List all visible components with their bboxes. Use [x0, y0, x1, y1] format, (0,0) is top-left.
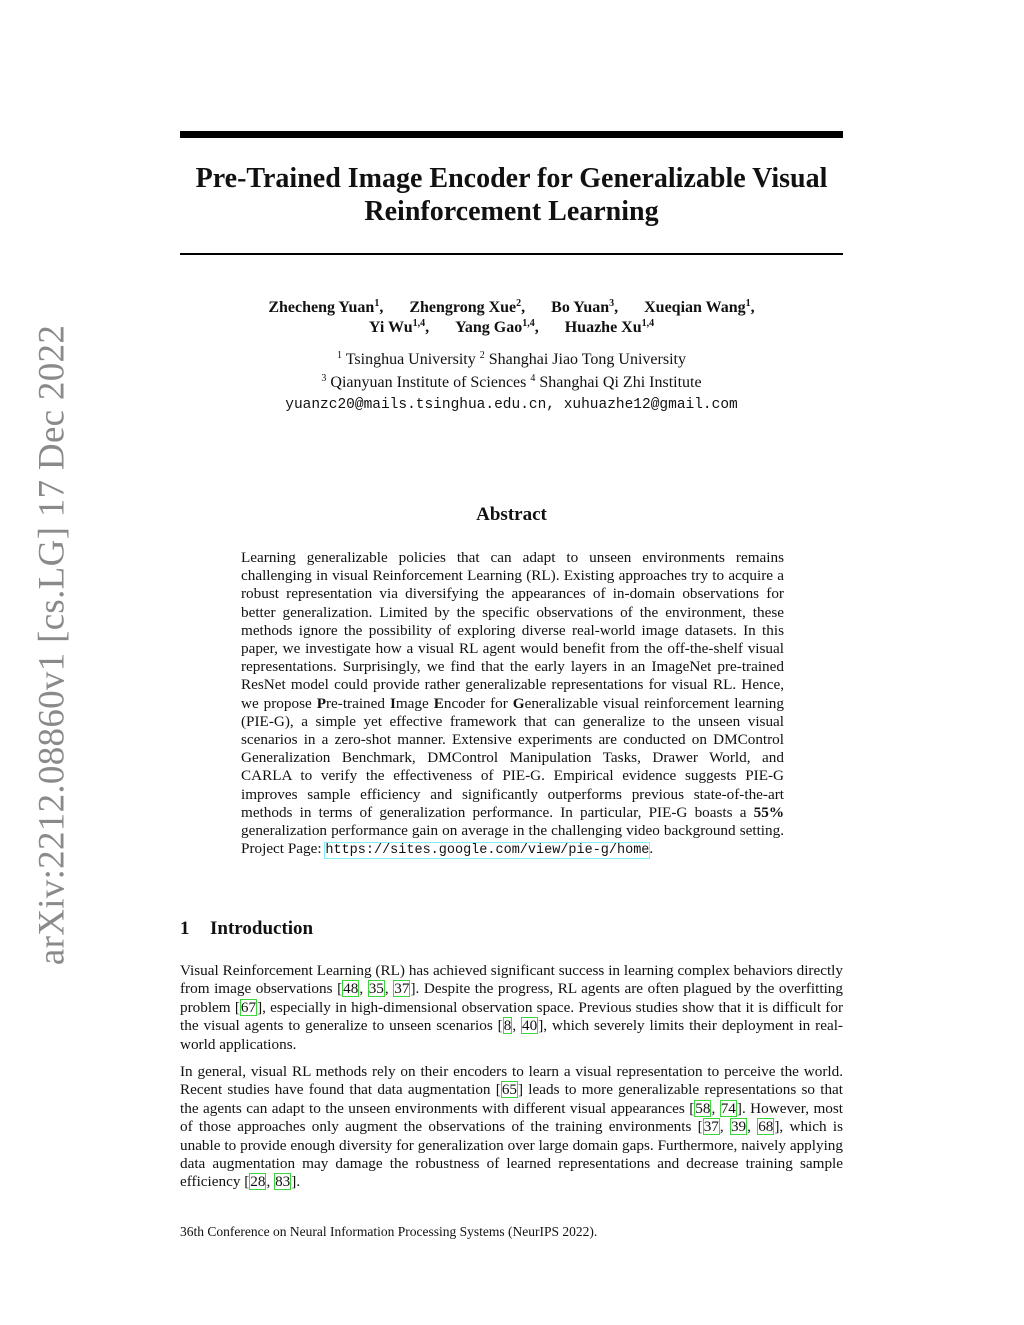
citation-link[interactable]: 37 — [703, 1118, 719, 1136]
title-line-1: Pre-Trained Image Encoder for Generalizable Visual — [195, 163, 828, 194]
citation-link[interactable]: 39 — [730, 1118, 747, 1136]
highlight-percentage: 55% — [753, 803, 784, 821]
author-list — [180, 298, 843, 338]
abstract-heading: Abstract — [476, 504, 547, 525]
citation-link[interactable]: 83 — [275, 1173, 291, 1191]
author-emails: yuanzc20@mails.tsinghua.edu.cn, xuhuazhe12@gmail.com — [285, 397, 738, 413]
citation-link[interactable]: 65 — [501, 1081, 517, 1099]
affiliation-list — [180, 348, 843, 417]
citation-link[interactable]: 28 — [250, 1173, 266, 1191]
section-heading-introduction: 1 Introduction — [180, 918, 314, 939]
citation-link[interactable]: 48 — [343, 980, 359, 998]
citation-link[interactable]: 58 — [695, 1099, 711, 1117]
conference-footnote: 36th Conference on Neural Information Processing Systems (NeurIPS 2022). — [180, 1224, 598, 1239]
author-name: Zhecheng Yuan$^1$, — [268, 298, 384, 316]
author-name: Xueqian Wang$^1$, — [644, 298, 755, 316]
intro-paragraph-1: Visual Reinforcement Learning (RL) has achieved significant success in learning complex behaviors directly from image observations [48, 35, 37]. Despite the progress, RL agents are often plagued by the overfitting problem [67], especially in high-dimensional observation space. Previous studies show that it is difficult for the visual agents to generalize to unseen scenarios [8, 40], which severely limits their deployment in real-world applications. — [180, 962, 843, 1053]
title-line-2: Reinforcement Learning — [364, 196, 659, 227]
citation-link[interactable]: 40 — [522, 1017, 538, 1035]
abstract-body: Learning generalizable policies that can adapt to unseen environments remains challenging in visual Reinforcement Learning (RL). Existing approaches try to acquire a robust representation via diversifying the appearances of in-domain observations for better generalization. Limited by the specific observations of the environment, these methods ignore the possibility of exploring diverse real-world image datasets. In this paper, we investigate how a visual RL agent would benefit from the off-the-shelf visual representations. Surprisingly, we find that the early layers in an ImageNet pre-trained ResNet model could provide rather generalizable representations for visual RL. Hence, we propose Pre-trained Image Encoder for Generalizable visual reinforcement learning (PIE-G), a simple yet effective framework that can generalize to the unseen visual scenarios in a zero-shot manner. Extensive experiments are conducted on DMControl Generalization Benchmark, DMControl Manipulation Tasks, Drawer World, and CARLA to verify the effectiveness of PIE-G. Empirical evidence suggests PIE-G improves sample efficiency and significantly outperforms previous state-of-the-art methods in terms of generalization performance. In particular, PIE-G boasts a 55% generalization performance gain on average in the challenging video background setting. Project Page: https://sites.google.com/view/pie-g/home. — [241, 549, 784, 859]
citation-link[interactable]: 35 — [368, 980, 384, 998]
citation-link[interactable]: 8 — [503, 1017, 512, 1035]
affiliation-line: $^3$ Qianyuan Institute of Sciences $^4$ Shanghai Qi Zhi Institute — [321, 373, 702, 391]
author-name: Huazhe Xu$^{1,4}$ — [564, 318, 655, 336]
citation-link[interactable]: 74 — [720, 1099, 736, 1117]
paper-title — [180, 162, 843, 228]
project-page-link[interactable]: https://sites.google.com/view/pie-g/home — [325, 843, 650, 859]
affiliation-line: $^1$ Tsinghua University $^2$ Shanghai Jiao Tong University — [337, 350, 686, 368]
author-name: Zhengrong Xue$^2$, — [409, 298, 526, 316]
arxiv-identifier-stamp: arXiv:2212.08860v1 [cs.LG] 17 Dec 2022 — [31, 324, 73, 966]
title-top-rule — [180, 131, 843, 138]
author-name: Yang Gao$^{1,4}$, — [455, 318, 539, 336]
citation-link[interactable]: 37 — [394, 980, 410, 998]
intro-paragraph-2: In general, visual RL methods rely on their encoders to learn a visual representation to perceive the world. Recent studies have found that data augmentation [65] leads to more generalizable representations so that the agents can adapt to the unseen environments with different visual appearances [58, 74]. However, most of those approaches only augment the observations of the training environments [37, 39, 68], which is unable to provide enough diversity for generalization over large domain gaps. Furthermore, naively applying data augmentation may damage the robustness of learned representations and decrease training sample efficiency [28, 83]. — [180, 1063, 843, 1191]
author-name: Bo Yuan$^3$, — [551, 298, 619, 316]
author-name: Yi Wu$^{1,4}$, — [368, 318, 430, 336]
title-bottom-rule — [180, 253, 843, 255]
citation-link[interactable]: 67 — [240, 998, 257, 1016]
citation-link[interactable]: 68 — [758, 1118, 774, 1136]
